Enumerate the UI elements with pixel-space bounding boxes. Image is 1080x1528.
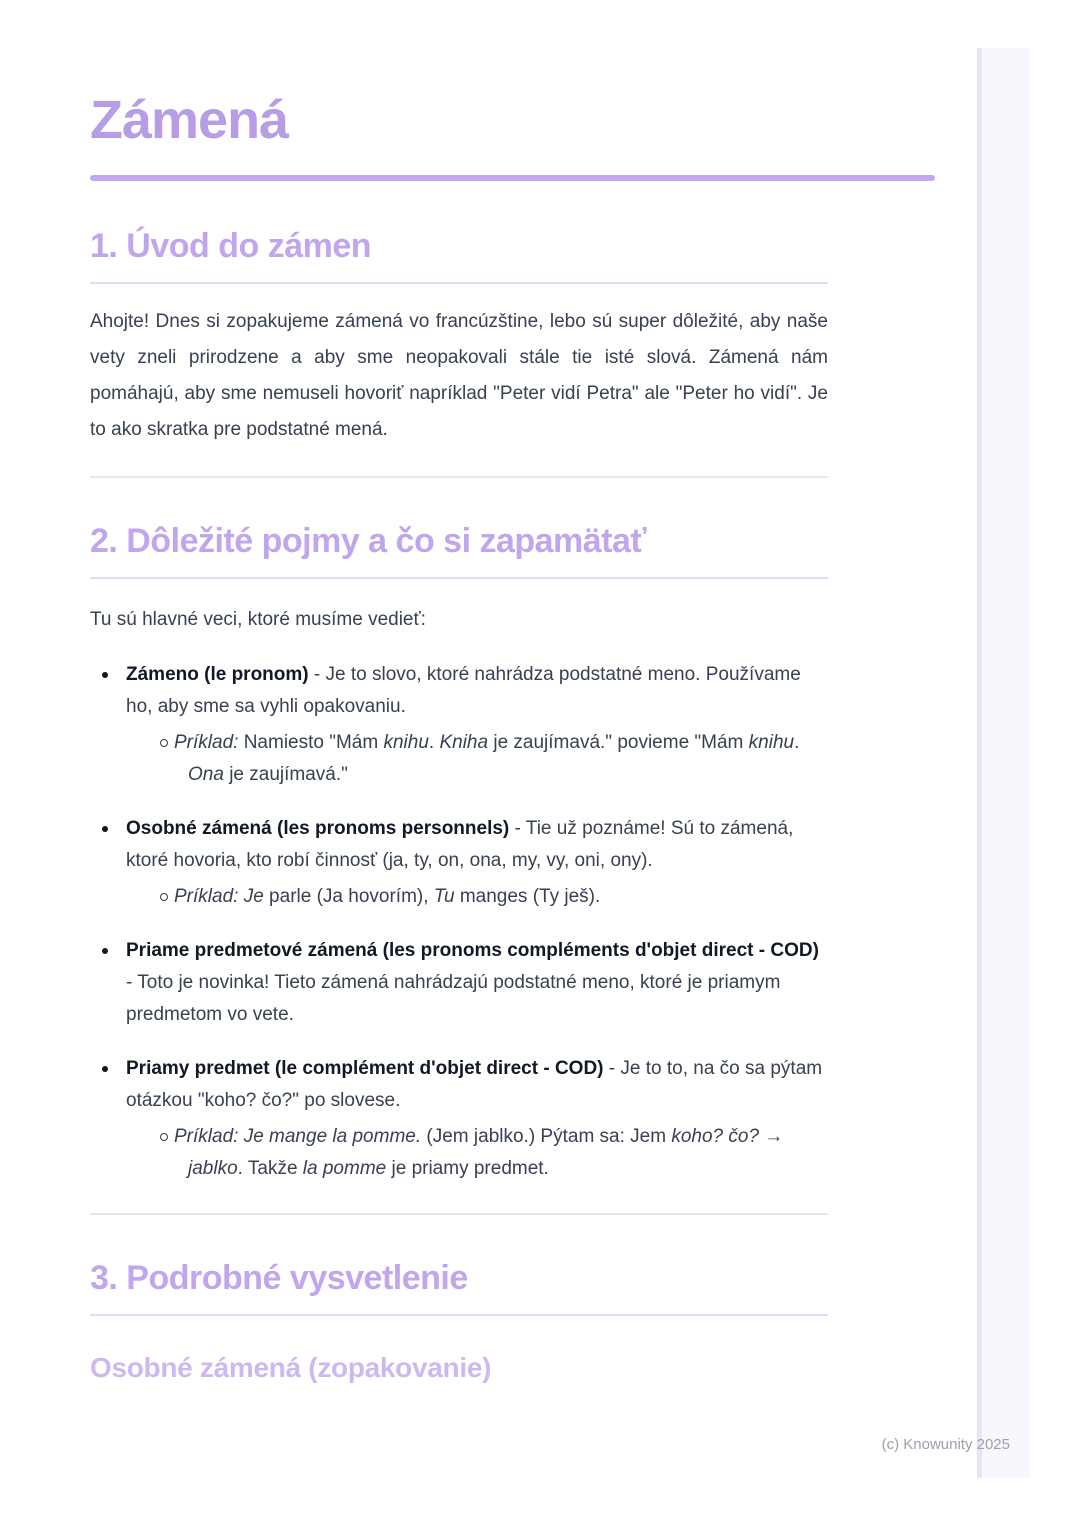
list-item-text: Zámeno (le pronom) - Je to slovo, ktoré nahrádza podstatné meno. Používame ho, aby sme sa vyhli opakovaniu. — [126, 663, 801, 717]
list-item — [90, 1053, 828, 1185]
sub-list — [126, 727, 828, 791]
section-heading-details: 3. Podrobné vysvetlenie — [90, 1258, 468, 1297]
footer-credit: (c) Knowunity 2025 — [881, 1436, 1010, 1453]
key-points-list — [90, 659, 828, 1185]
heading-underline-intro — [90, 282, 828, 284]
sub-list — [126, 881, 828, 913]
concepts-intro: Tu sú hlavné veci, ktoré musíme vedieť: — [90, 608, 426, 630]
document-title: Zámená — [90, 90, 289, 150]
list-item — [90, 813, 828, 913]
section-divider-1 — [90, 476, 828, 478]
subsection-heading: Osobné zámená (zopakovanie) — [90, 1351, 492, 1383]
heading-underline-concepts — [90, 577, 828, 579]
title-rule — [90, 175, 935, 181]
sub-list-item: Príklad: Je parle (Ja hovorím), Tu manges (Ty ješ). — [160, 881, 828, 913]
sub-list-item: Príklad: Namiesto "Mám knihu. Kniha je zaujímavá." povieme "Mám knihu. Ona je zaujímavá." — [160, 727, 828, 791]
list-item-text: Priame predmetové zámená (les pronoms compléments d'objet direct - COD) - Toto je novinka! Tieto zámená nahrádzajú podstatné meno, ktoré je priamym predmetom vo vete. — [126, 939, 819, 1025]
list-item-text: Osobné zámená (les pronoms personnels) - Tie už poznáme! Sú to zámená, ktoré hovoria, kto robí činnosť (ja, ty, on, ona, my, vy, oni, ony). — [126, 817, 794, 871]
intro-paragraph: Ahojte! Dnes si zopakujeme zámená vo francúzštine, lebo sú super dôležité, aby naše vety zneli prirodzene a aby sme neopakovali stále tie isté slová. Zámená nám pomáhajú, aby sme nemuseli hovoriť napríklad "Peter vidí Petra" ale "Peter ho vidí". Je to ako skratka pre podstatné mená. — [90, 310, 828, 440]
section-divider-2 — [90, 1213, 828, 1215]
section-heading-intro: 1. Úvod do zámen — [90, 226, 372, 265]
side-stripe — [977, 48, 1030, 1478]
list-item-text: Priamy predmet (le complément d'objet direct - COD) - Je to to, na čo sa pýtam otázkou "koho? čo?" po slovese. — [126, 1057, 823, 1111]
heading-underline-details — [90, 1314, 828, 1316]
section-heading-concepts: 2. Dôležité pojmy a čo si zapamätať — [90, 521, 647, 560]
sub-list-item: Príklad: Je mange la pomme. (Jem jablko.) Pýtam sa: Jem koho? čo? → jablko. Takže la pomme je priamy predmet. — [160, 1121, 828, 1185]
sub-list — [126, 1121, 828, 1185]
list-item — [90, 935, 828, 1031]
list-item — [90, 659, 828, 791]
